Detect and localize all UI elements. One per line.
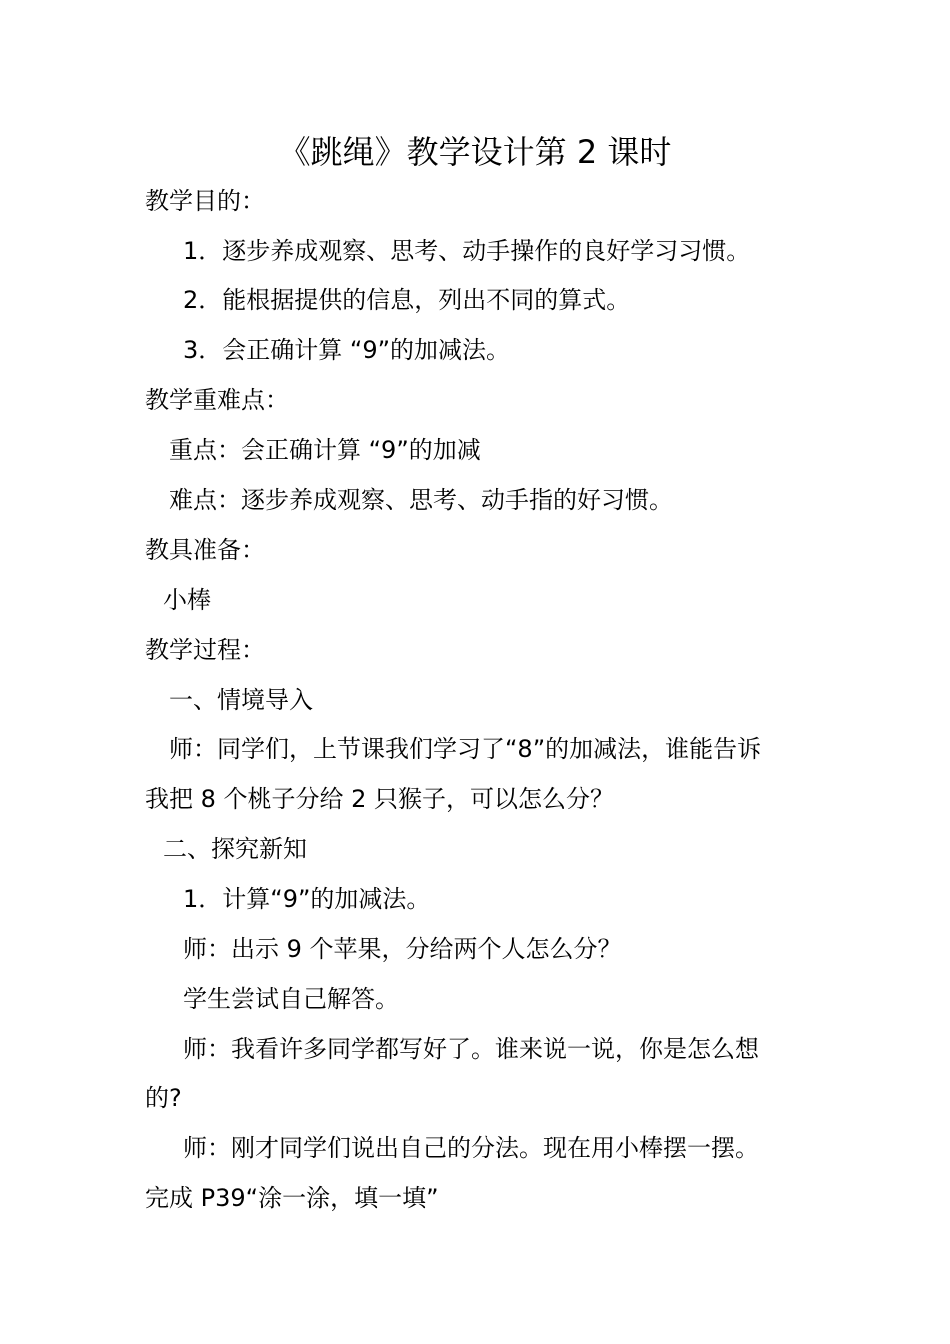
objectives-heading: 教学目的：: [145, 187, 265, 215]
teacher-line-3-part-2: 完成 P39“涂一涂，填一填”: [145, 1184, 439, 1212]
key-point: 重点：会正确计算 “9”的加减: [169, 436, 481, 464]
student-line: 学生尝试自己解答。: [183, 985, 399, 1013]
explore-item-1: 1．计算“9”的加减法。: [183, 885, 431, 913]
teacher-line-3-part-1: 师：刚才同学们说出自己的分法。现在用小棒摆一摆。: [183, 1134, 759, 1162]
objective-item-1: 1．逐步养成观察、思考、动手操作的良好学习习惯。: [183, 237, 751, 265]
teacher-line-2-part-1: 师：我看许多同学都写好了。谁来说一说，你是怎么想: [183, 1035, 759, 1063]
process-heading: 教学过程：: [145, 636, 265, 664]
materials-heading: 教具准备：: [145, 536, 265, 564]
objective-item-2: 2．能根据提供的信息，列出不同的算式。: [183, 286, 631, 314]
key-points-heading: 教学重难点：: [145, 386, 289, 414]
document-title: 《跳绳》教学设计第 2 课时: [278, 133, 672, 171]
section-heading-intro: 一、情境导入: [169, 686, 313, 714]
objective-item-3: 3．会正确计算 “9”的加减法。: [183, 336, 511, 364]
teacher-line-2-part-2: 的?: [145, 1084, 182, 1112]
intro-paragraph-line-2: 我把 8 个桃子分给 2 只猴子，可以怎么分？: [145, 785, 615, 813]
intro-paragraph-line-1: 师：同学们，上节课我们学习了“8”的加减法，谁能告诉: [169, 735, 762, 763]
difficult-point: 难点：逐步养成观察、思考、动手指的好习惯。: [169, 486, 673, 514]
section-heading-explore: 二、探究新知: [163, 835, 307, 863]
teacher-line-1: 师：出示 9 个苹果，分给两个人怎么分？: [183, 935, 622, 963]
materials-text: 小棒: [163, 586, 211, 614]
